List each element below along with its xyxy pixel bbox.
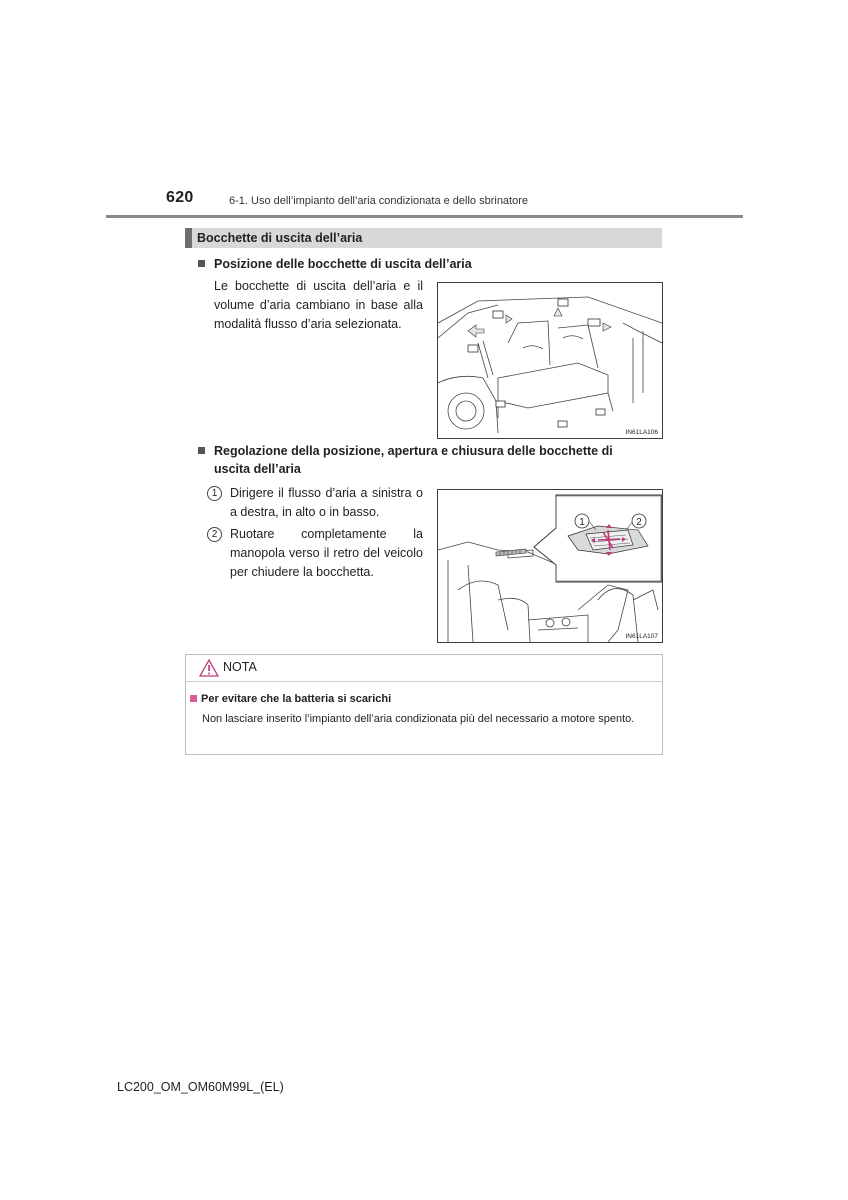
note-subheading — [190, 693, 391, 705]
step-item — [207, 484, 423, 522]
subsection-heading-vent-position — [198, 255, 472, 273]
note-subheading-text: Per evitare che la batteria si scarichi — [201, 693, 392, 705]
chapter-title: 6-1. Uso dell’impianto dell’aria condizionata e dello sbrinatore — [229, 195, 529, 207]
section-accent — [185, 228, 192, 248]
section-title: Bocchette di uscita dell’aria — [197, 231, 363, 245]
step-number-badge: 1 — [207, 486, 222, 501]
figure-code-label: IN61LA107 — [625, 633, 658, 640]
subsection-heading-line1: Regolazione della posizione, apertura e chiusura delle bocchette di — [214, 444, 613, 458]
warning-icon — [199, 659, 219, 677]
step-number-badge: 2 — [207, 527, 222, 542]
subsection-heading-vent-adjust — [198, 442, 660, 478]
vent-adjustment-illustration — [437, 489, 663, 643]
note-body-text: Non lasciare inserito l’impianto dell’aria condizionata più del necessario a motore spento. — [202, 713, 635, 725]
note-header — [186, 655, 662, 682]
rear-cabin-vents-illustration — [437, 282, 663, 439]
note-label: NOTA — [223, 660, 257, 674]
callout-1-label: 1 — [579, 517, 585, 528]
square-bullet-icon — [198, 260, 205, 267]
vent-position-description: Le bocchette di uscita dell’aria e il volume d’aria cambiano in base alla modalità flusso d’aria selezionata. — [214, 279, 423, 331]
step-text: Ruotare completamente la manopola verso il retro del veicolo per chiudere la bocchetta. — [230, 527, 423, 579]
rear-cabin-drawing — [438, 283, 662, 438]
step-item — [207, 525, 423, 582]
subsection-heading-text: Posizione delle bocchette di uscita dell’aria — [214, 257, 472, 271]
note-box — [185, 654, 663, 755]
step-text: Dirigere il flusso d’aria a sinistra o a destra, in alto o in basso. — [230, 486, 423, 519]
square-bullet-icon — [198, 447, 205, 454]
subsection-heading-line2: uscita dell’aria — [214, 462, 301, 476]
pink-square-bullet-icon — [190, 695, 197, 702]
section-heading-bar — [185, 228, 662, 248]
page-number: 620 — [166, 189, 194, 206]
header-divider — [106, 215, 743, 218]
figure-code-label: IN61LA106 — [625, 429, 658, 436]
callout-2-label: 2 — [636, 517, 642, 528]
document-code-footer: LC200_OM_OM60M99L_(EL) — [117, 1080, 284, 1094]
dashboard-vent-drawing — [438, 490, 662, 642]
